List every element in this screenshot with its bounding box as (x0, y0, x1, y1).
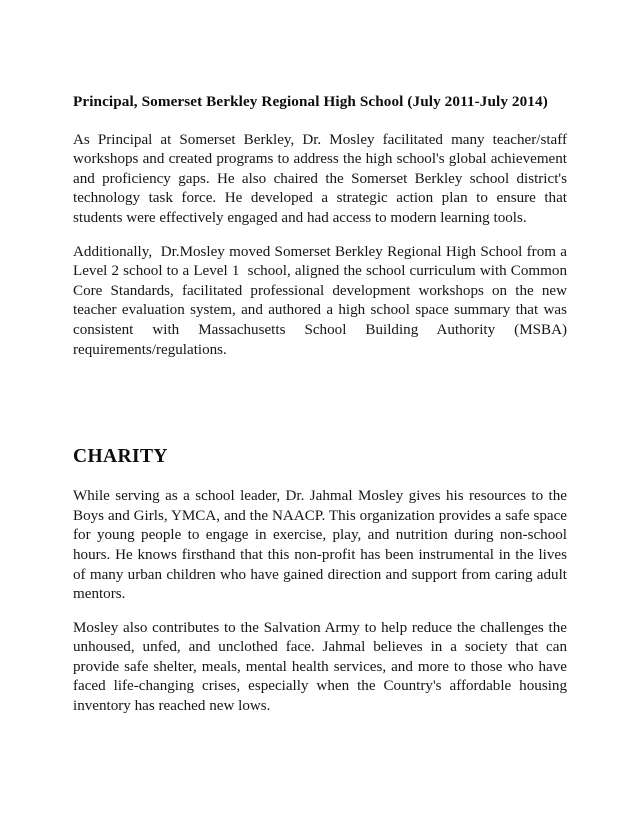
spacer-paragraph-1 (73, 229, 567, 243)
spacer-before-charity-section (73, 360, 567, 445)
document-content (73, 92, 571, 717)
charity-section-heading: CHARITY (73, 446, 168, 468)
paragraph-charity-organizations: While serving as a school leader, Dr. Jahmal Mosley gives his resources to the Boys and Girls, YMCA, and the NAACP. This organization provides a safe space for young people to engage in exercise, play, and nutrition during non-school hours. He knows firsthand that this non-profit has been instrumental in the lives of many urban children who have gained direction and support from caring adult mentors. (73, 488, 571, 603)
paragraph-principal-duties: As Principal at Somerset Berkley, Dr. Mosley facilitated many teacher/staff workshops and created programs to address the high school's global achievement and proficiency gaps. He also chaired the Somerset Berkley school district's technology task force. He developed a strategic action plan to ensure that students were effectively engaged and had access to modern learning tools. (73, 131, 571, 226)
job-title-heading: Principal, Somerset Berkley Regional High School (July 2011-July 2014) (73, 93, 548, 110)
spacer-after-charity-heading (73, 469, 567, 487)
paragraph-principal-achievements: Additionally, Dr.Mosley moved Somerset Berkley Regional High School from a Level 2 school to a Level 1 school, aligned the school curriculum with Common Core Standards, facilitated professional development workshops on the new teacher evaluation system, and authored a high school space summary that was consistent with Massachusetts School Building Authority (MSBA) requirements/regulations. (73, 243, 571, 358)
spacer-after-job-heading (73, 112, 567, 131)
paragraph-charity-salvation-army: Mosley also contributes to the Salvation Army to help reduce the challenges the unhoused, unfed, and unclothed face. Jahmal believes in a society that can provide safe shelter, meals, mental health services, and more to those who have faced life-changing crises, especially when the Country's affordable housing inventory has reached new lows. (73, 619, 571, 715)
spacer-paragraph-3 (73, 605, 567, 619)
